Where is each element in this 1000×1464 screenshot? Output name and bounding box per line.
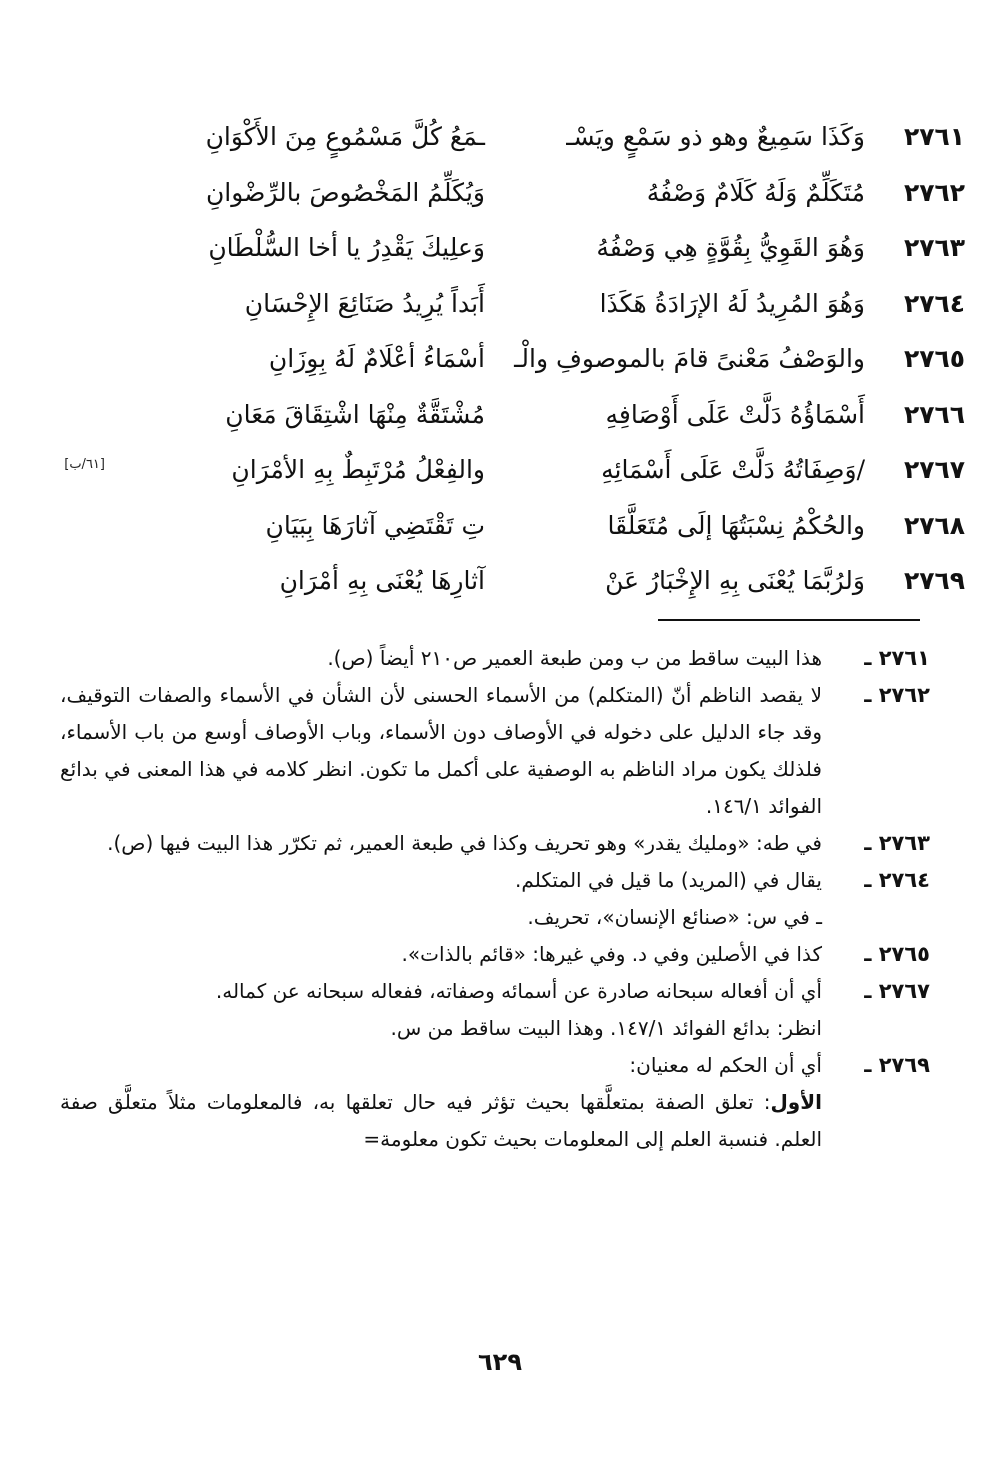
footnote-text: لا يقصد الناظم أنّ (المتكلم) من الأسماء الحسنى لأن الشأن في الأسماء والصفات التوقيف، وقد جاء الدليل على دخوله في الأوصاف دون الأسماء، وباب الأوصاف أوسع من باب الأسماء، فلذلك يكون مراد الناظم به الوصفية على أكمل ما تكون. انظر كلامه في هذا المعنى في بدائع الفوائد ١٤٦/١. bbox=[60, 683, 822, 818]
footnote-number: ٢٧٦٩ ـ bbox=[864, 1053, 930, 1077]
footnote bbox=[60, 640, 930, 677]
verse-first-hemistich: /وَصِفَاتُهُ دَلَّتْ عَلَى أَسْمَائِهِ bbox=[601, 455, 865, 484]
footnote bbox=[60, 936, 930, 973]
verse-first-hemistich: وَهُوَ المُرِيدُ لَهُ الإرَادَةُ هَكَذَا bbox=[599, 288, 865, 318]
verse-first-hemistich: مُتَكَلِّمٌ وَلَهُ كَلَامٌ وَصْفُهُ bbox=[646, 177, 865, 207]
footnote-continuation bbox=[60, 1084, 822, 1158]
verse-number: ٢٧٦١ bbox=[903, 122, 965, 151]
verse-row bbox=[30, 172, 965, 228]
verse-first-hemistich: أَسْمَاؤُهُ دَلَّتْ عَلَى أَوْصَافِهِ bbox=[605, 399, 865, 429]
verse-first-hemistich: والحُكْمُ نِسْبَتُهَا إلَى مُتَعَلَّقَا bbox=[607, 510, 865, 540]
verse-number: ٢٧٦٦ bbox=[903, 399, 965, 429]
verse-second-hemistich: وَعلِيكَ يَقْدِرُ يا أخا السُّلْطَانِ bbox=[208, 233, 485, 262]
verse-second-hemistich: مُشْتَقَّةٌ مِنْهَا اشْتِقَاقَ مَعَانِ bbox=[225, 399, 485, 429]
footnote-text: أي أن الحكم له معنيان: bbox=[629, 1053, 822, 1077]
verse-row bbox=[30, 394, 965, 450]
verse-row bbox=[30, 338, 965, 394]
verse-number: ٢٧٦٣ bbox=[903, 233, 965, 262]
footnotes bbox=[60, 640, 930, 1158]
verse-second-hemistich: ـمَعُ كُلَّ مَسْمُوعٍ مِنَ الأَكْوَانِ bbox=[205, 122, 485, 151]
footnote-number: ٢٧٦٤ ـ bbox=[864, 868, 930, 892]
footnote-bold-label: الأول bbox=[770, 1090, 822, 1114]
footnote bbox=[60, 825, 930, 862]
verse-number: ٢٧٦٥ bbox=[903, 344, 965, 373]
verse-row bbox=[30, 560, 965, 616]
footnote-number: ٢٧٦١ ـ bbox=[864, 646, 930, 670]
verse-second-hemistich: أَبَداً يُرِيدُ صَنَائِعَ الإِحْسَانِ bbox=[244, 288, 485, 318]
verse-row bbox=[30, 449, 965, 505]
verse-second-hemistich: أسْمَاءُ أعْلَامٌ لَهُ بِوِزَانِ bbox=[268, 344, 485, 373]
footnote-number: ٢٧٦٥ ـ bbox=[864, 942, 930, 966]
verse-first-hemistich: وَلرُبَّمَا يُعْنَى بِهِ الإِخْبَارُ عَنْ bbox=[605, 566, 865, 595]
footnote-text: أي أن أفعاله سبحانه صادرة عن أسمائه وصفاته، ففعاله سبحانه عن كماله. bbox=[215, 979, 822, 1003]
verse-row bbox=[30, 116, 965, 172]
footnote bbox=[60, 1047, 930, 1158]
footnote-continuation-text: : تعلق الصفة بمتعلَّقها بحيث تؤثر فيه حال تعلقها به، فالمعلومات مثلاً متعلَّق صفة العلم. فنسبة العلم إلى المعلومات بحيث تكون معلومة= bbox=[60, 1090, 822, 1151]
footnote-number: ٢٧٦٣ ـ bbox=[864, 831, 930, 855]
footnote-subnote: انظر: بدائع الفوائد ١٤٧/١. وهذا البيت ساقط من س. bbox=[390, 1016, 822, 1040]
verse-first-hemistich: وَكَذَا سَمِيعٌ وهو ذو سَمْعٍ ويَسْـ bbox=[566, 122, 865, 151]
footnote-text: يقال في (المريد) ما قيل في المتكلم. bbox=[515, 868, 822, 892]
footnote-text: كذا في الأصلين وفي د. وفي غيرها: «قائم بالذات». bbox=[401, 942, 822, 966]
verse-number: ٢٧٦٢ bbox=[903, 177, 965, 207]
verse-number: ٢٧٦٨ bbox=[903, 510, 965, 540]
footnote-number: ٢٧٦٧ ـ bbox=[864, 979, 930, 1003]
verse-first-hemistich: وَهُوَ القَوِيُّ بِقُوَّةٍ هِي وَصْفُهُ bbox=[596, 233, 865, 262]
verse-second-hemistich: وَيُكَلِّمُ المَخْصُوصَ بالرِّضْوانِ bbox=[205, 177, 485, 207]
verse-number: ٢٧٦٤ bbox=[903, 288, 965, 318]
page-number: ٦٢٩ bbox=[478, 1348, 522, 1376]
verse-first-hemistich: والوَصْفُ مَعْنىً قامَ بالموصوفِ والْـ bbox=[514, 344, 865, 373]
verse-number: ٢٧٦٧ bbox=[903, 455, 965, 484]
manuscript-folio-marker: [٦١/ب] bbox=[64, 457, 105, 472]
footnote bbox=[60, 862, 930, 936]
footnote bbox=[60, 973, 930, 1047]
footnote-text: في طه: «ومليك يقدر» وهو تحريف وكذا في طبعة العمير، ثم تكرّر هذا البيت فيها (ص). bbox=[107, 831, 822, 855]
verse-second-hemistich: والفِعْلُ مُرْتَبِطٌ بِهِ الأمْرَانِ bbox=[231, 455, 485, 484]
footnote-number: ٢٧٦٢ ـ bbox=[864, 683, 930, 707]
verse-row bbox=[30, 283, 965, 339]
verse-row bbox=[30, 227, 965, 283]
footnote bbox=[60, 677, 930, 825]
footnote-text: هذا البيت ساقط من ب ومن طبعة العمير ص٢١٠ أيضاً (ص). bbox=[327, 646, 822, 670]
footnote-separator bbox=[658, 619, 920, 621]
verse-row bbox=[30, 505, 965, 561]
verse-second-hemistich: تِ تَقْتَضِي آثارَهَا بِبَيَانِ bbox=[265, 510, 485, 540]
poem-verses bbox=[30, 116, 965, 616]
verse-number: ٢٧٦٩ bbox=[903, 566, 965, 595]
footnote-subnote: ـ في س: «صنائع الإنسان»، تحريف. bbox=[527, 905, 822, 929]
verse-second-hemistich: آثارِهَا يُعْنَى بِهِ أمْرَانِ bbox=[279, 566, 485, 595]
